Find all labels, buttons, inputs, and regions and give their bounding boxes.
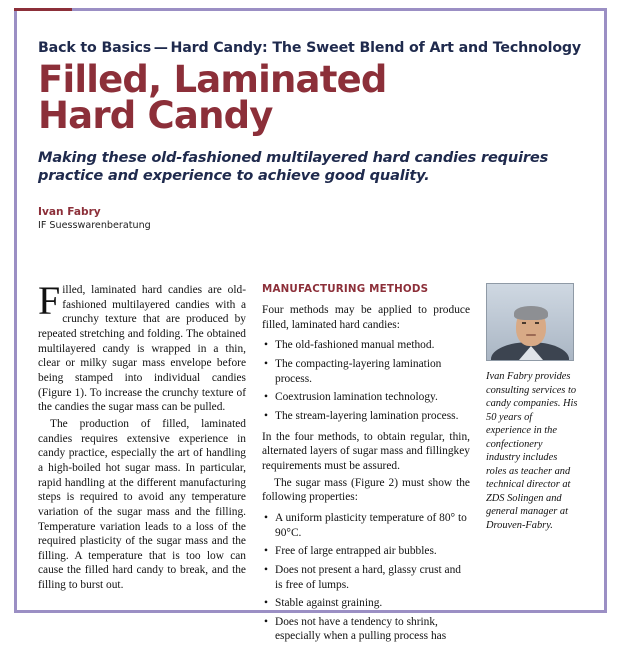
- body-paragraph-text: illed, laminated hard candies are old-fashioned multilayered candies with a crunchy texture that are produced by repeated stretching and folding. The obtained multilayered candy is wrapped in a thin, clear or milky sugar mass envelope before being stamped into individual candies (Figure 1). To increase the crunchy texture of the candies the sugar mass can be pulled.: [38, 284, 246, 414]
- body-paragraph: [38, 278, 246, 415]
- list-item: • Free of large entrapped air bubbles.: [275, 544, 470, 559]
- column-two: [262, 283, 470, 650]
- column-one: [38, 278, 246, 650]
- page-border-left: [14, 8, 17, 613]
- page-border-accent: [14, 8, 72, 11]
- methods-list: [262, 338, 470, 423]
- list-item: • A uniform plasticity temperature of 80° to 90°C.: [275, 511, 470, 540]
- photo-eye-left: [522, 322, 526, 324]
- author-bio: Ivan Fabry provides consulting services to candy companies. His 50 years of experience in the confectionery industry includes roles as teacher and technical director at ZDS Solingen and general manager at Drouven-Fabry.: [486, 371, 578, 531]
- page-border-right: [604, 8, 607, 613]
- photo-eye-right: [535, 322, 539, 324]
- author-organization: IF Suesswarenberatung: [38, 219, 151, 231]
- list-item: • Coextrusion lamination technology.: [275, 390, 470, 405]
- section-heading-manufacturing-methods: MANUFACTURING METHODS: [262, 283, 429, 295]
- column-sidebar: [486, 283, 578, 650]
- list-item: • Does not have a tendency to shrink, especially when a pulling process has: [275, 615, 470, 644]
- list-item: • The old-fashioned manual method.: [275, 338, 470, 353]
- page-title: Filled, Laminated Hard Candy: [38, 58, 387, 138]
- body-paragraph: In the four methods, to obtain regular, thin, alternated layers of sugar mass and fillingkey requirements must be assured.: [262, 430, 470, 472]
- page-border-top: [14, 8, 607, 11]
- properties-list: [262, 511, 470, 644]
- list-item: • The stream-layering lamination process.: [275, 409, 470, 424]
- list-item: • Does not present a hard, glassy crust and is free of lumps.: [275, 563, 470, 592]
- byline: [38, 206, 587, 231]
- author-name: Ivan Fabry: [38, 205, 101, 218]
- properties-intro: The sugar mass (Figure 2) must show the following properties:: [262, 476, 470, 504]
- list-item: • The compacting-layering lamination process.: [275, 357, 470, 386]
- article-deck: Making these old-fashioned multilayered hard candies requires practice and experience to achieve good quality.: [38, 148, 549, 185]
- article-columns: [38, 278, 587, 650]
- photo-mouth: [526, 334, 536, 336]
- article-content: [38, 40, 587, 643]
- drop-cap: F: [38, 278, 61, 323]
- photo-hair: [514, 306, 548, 320]
- author-portrait-photo: [486, 283, 574, 361]
- list-item: • Stable against graining.: [275, 596, 470, 611]
- body-paragraph: The production of filled, laminated candies requires extensive experience in candy practice, especially the art of handling a high-boiled hot sugar mass. In particular, rapid handling at the different manufacturing steps is required to avoid any temperature variation of the sugar mass and the filling. Temperature variation leads to a loss of the required plasticity of the sugar mass and the filling. A temperature that is too low can cause the filled hard candy to break, and the filling to burst out.: [38, 417, 246, 592]
- methods-intro: Four methods may be applied to produce filled, laminated hard candies:: [262, 304, 470, 331]
- article-kicker: Back to Basics — Hard Candy: The Sweet Blend of Art and Technology: [38, 40, 582, 56]
